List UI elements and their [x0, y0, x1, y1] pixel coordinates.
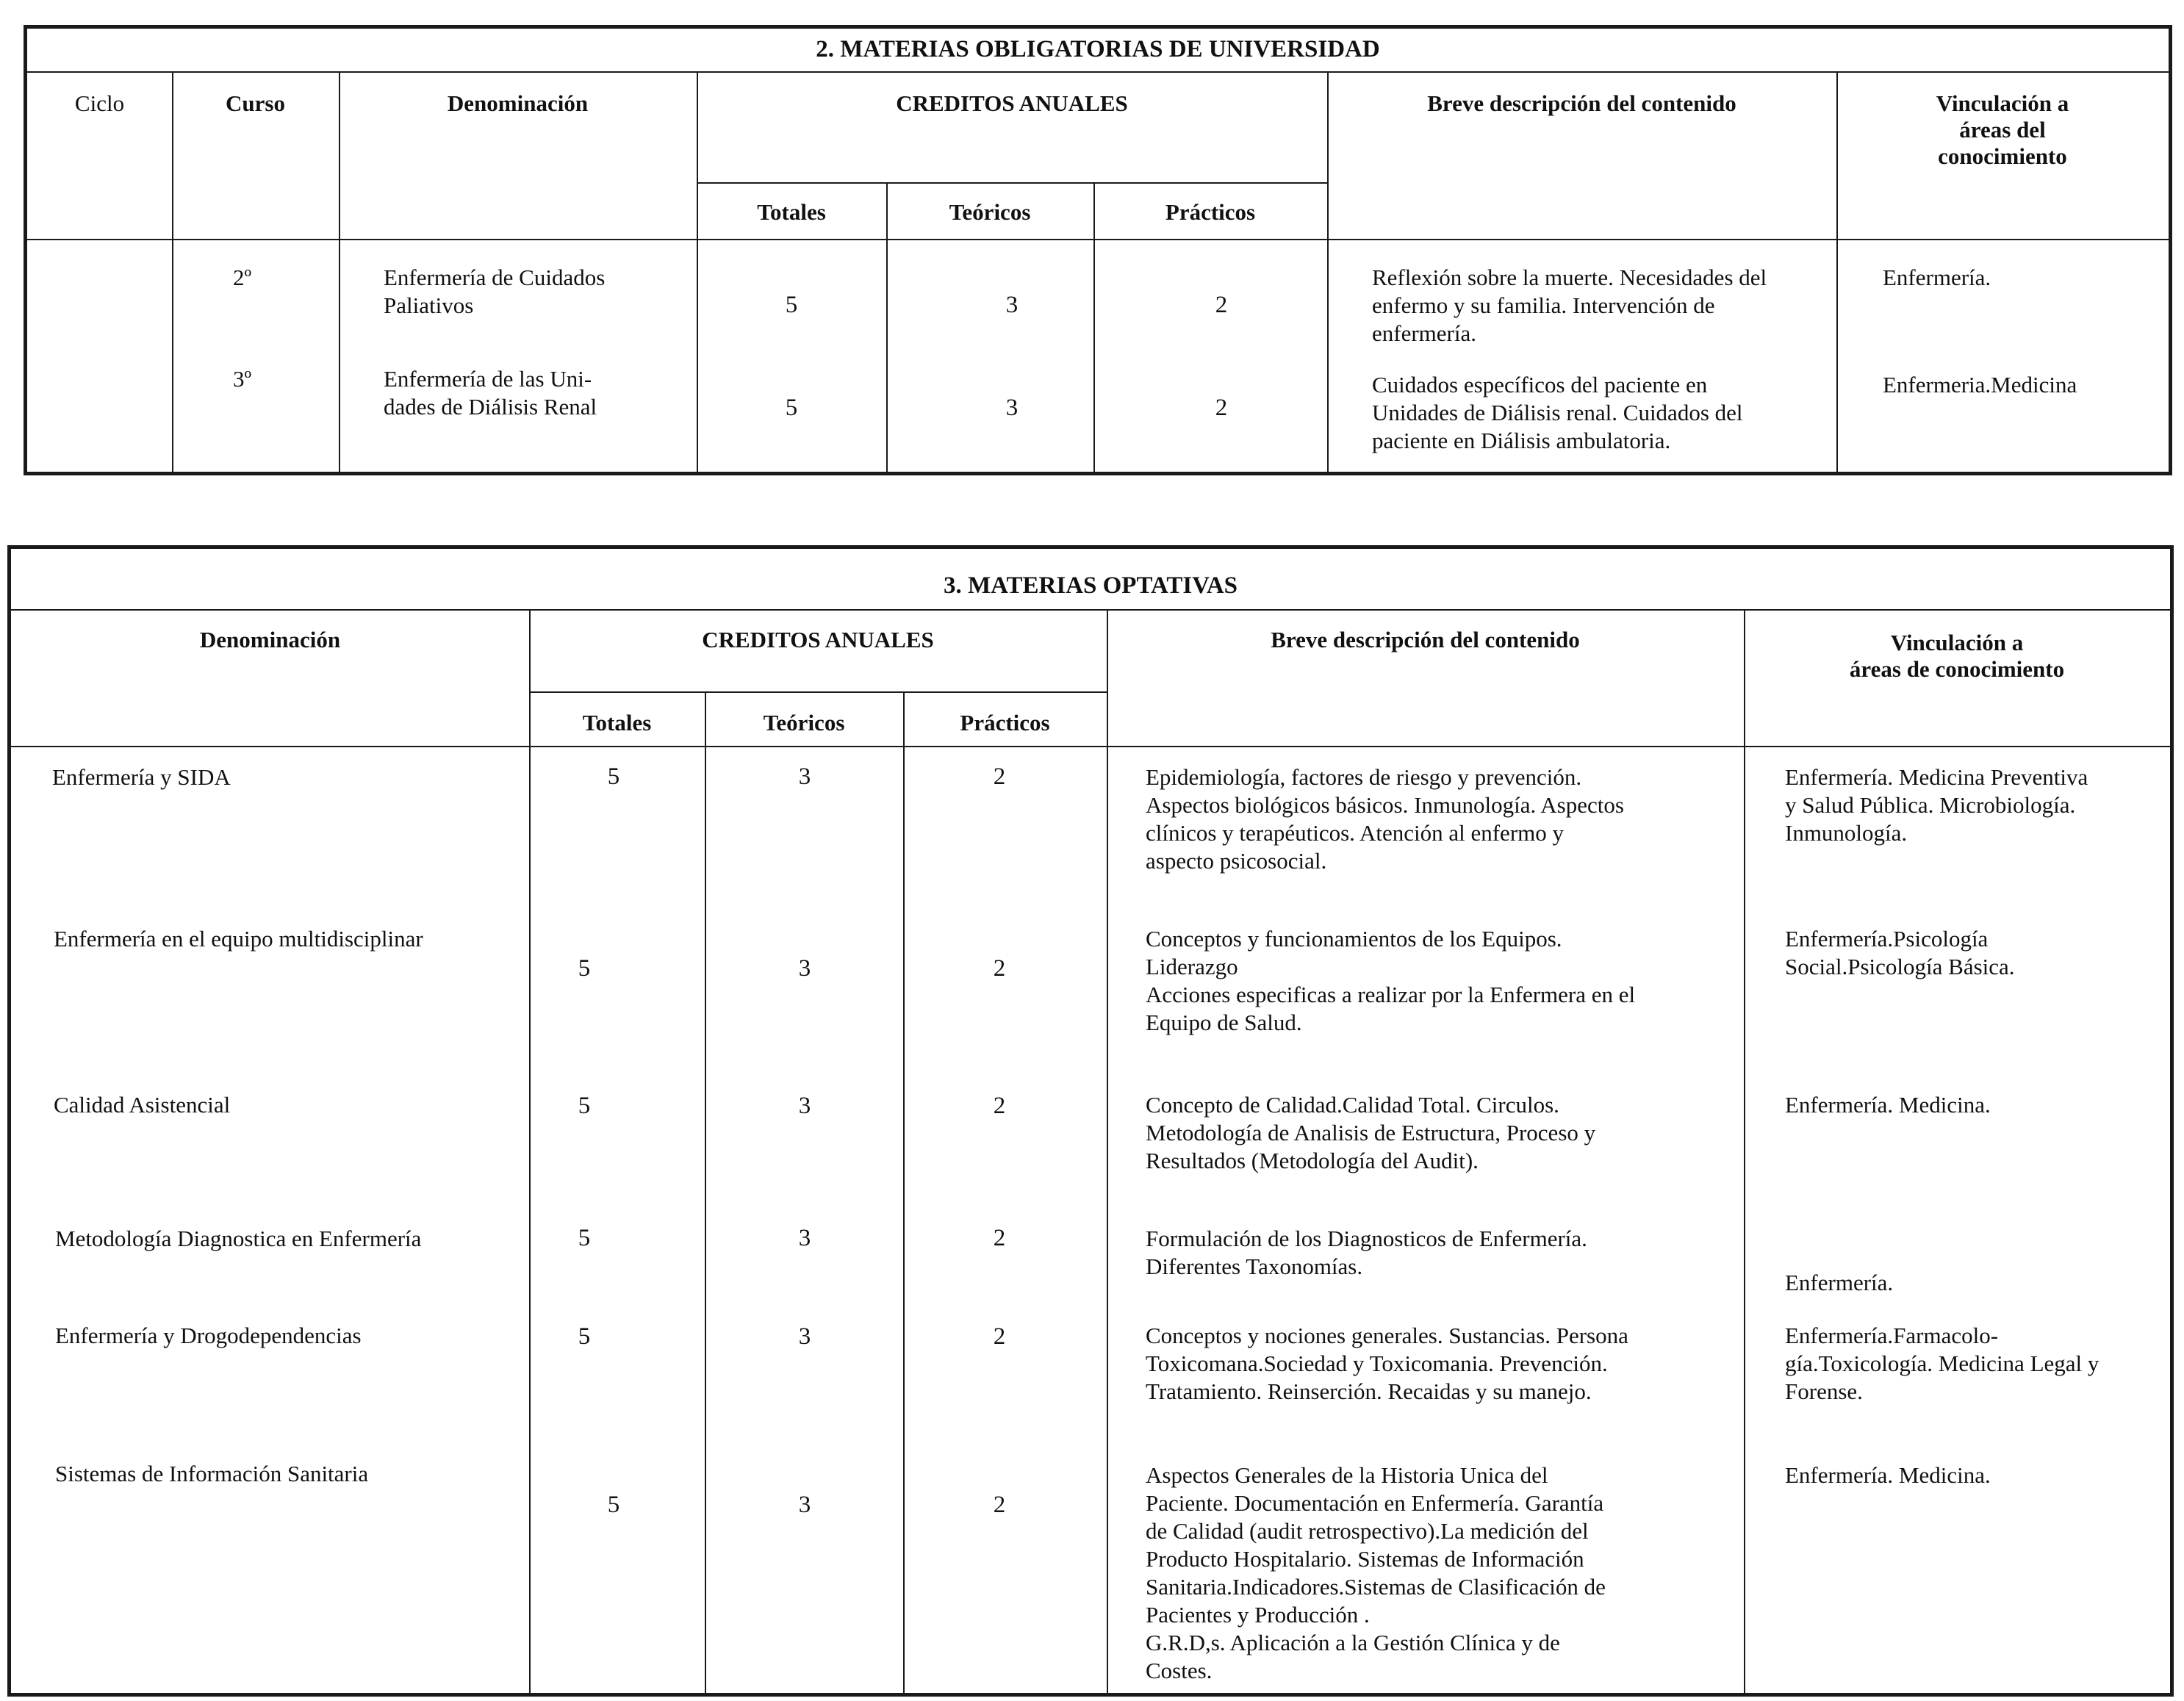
header-denominacion: Denominación [447, 90, 589, 116]
divider [1327, 71, 1329, 475]
row-teoricos: 3 [798, 955, 811, 982]
row-denominacion: Sistemas de Información Sanitaria [55, 1461, 369, 1486]
row-denominacion: Enfermería y SIDA [52, 764, 231, 790]
header-denominacion: Denominación [199, 627, 341, 652]
row-descripcion: Reflexión sobre la muerte. Necesidades del enfermo y su familia. Intervención de enfermería. [1372, 265, 1767, 346]
row-denominacion: Calidad Asistencial [54, 1092, 231, 1118]
row-descripcion: Formulación de los Diagnosticos de Enfermería. Diferentes Taxonomías. [1146, 1226, 1587, 1279]
divider [11, 746, 2170, 747]
table-title: 3. MATERIAS OPTATIVAS [943, 572, 1238, 599]
row-denominacion: Enfermería en el equipo multidisciplinar [54, 926, 423, 952]
row-practicos: 2 [993, 763, 1006, 790]
row-descripcion: Epidemiología, factores de riesgo y prevención. Aspectos biológicos básicos. Inmunología. Aspectos clínicos y terapéuticos. Atención al enfermo y aspecto psicosocial. [1146, 764, 1624, 874]
row-descripcion: Cuidados específicos del paciente en Unidades de Diálisis renal. Cuidados del paciente en Diálisis ambulatoria. [1372, 372, 1743, 453]
header-curso: Curso [226, 90, 285, 116]
divider [1744, 609, 1745, 1693]
row-practicos: 2 [1215, 292, 1228, 318]
header-teoricos: Teóricos [763, 710, 845, 736]
row-teoricos: 3 [798, 1225, 811, 1251]
optional-subjects-table [7, 545, 2174, 1697]
header-practicos: Prácticos [1165, 199, 1256, 225]
row-teoricos: 3 [798, 1492, 811, 1518]
header-totales: Totales [757, 199, 826, 225]
row-teoricos: 3 [798, 763, 811, 790]
row-denominacion: Metodología Diagnostica en Enfermería [55, 1226, 422, 1251]
row-vinculacion: Enfermeria.Medicina [1883, 372, 2077, 398]
divider [1093, 182, 1095, 475]
table-title: 2. MATERIAS OBLIGATORIAS DE UNIVERSIDAD [816, 36, 1380, 62]
row-vinculacion: Enfermería. Medicina Preventiva y Salud Pública. Microbiología. Inmunología. [1785, 764, 2088, 846]
row-totales: 5 [578, 1093, 591, 1119]
row-totales: 5 [785, 292, 798, 318]
header-vinculacion: Vinculación a áreas del conocimiento [1936, 90, 2069, 169]
divider [529, 691, 1107, 693]
row-totales: 5 [578, 1323, 591, 1350]
divider [903, 691, 905, 1693]
row-denominacion: Enfermería y Drogodependencias [55, 1323, 362, 1348]
row-denominacion: Enfermería de las Uni- dades de Diálisis Renal [384, 366, 597, 420]
row-practicos: 2 [993, 1492, 1006, 1518]
row-curso: 2º [233, 265, 252, 290]
row-practicos: 2 [993, 1225, 1006, 1251]
row-totales: 5 [785, 395, 798, 421]
header-descripcion: Breve descripción del contenido [1271, 627, 1580, 652]
row-practicos: 2 [993, 955, 1006, 982]
divider [339, 71, 340, 475]
obligatory-subjects-table [24, 25, 2172, 475]
row-vinculacion: Enfermería.Psicología Social.Psicología Básica. [1785, 926, 2015, 979]
row-vinculacion: Enfermería. [1785, 1270, 1894, 1295]
divider [1107, 609, 1108, 1693]
divider [172, 71, 173, 475]
header-descripcion: Breve descripción del contenido [1427, 90, 1736, 116]
row-practicos: 2 [993, 1093, 1006, 1119]
row-descripcion: Concepto de Calidad.Calidad Total. Circulos. Metodología de Analisis de Estructura, Proceso y Resultados (Metodología del Audit). [1146, 1092, 1596, 1173]
row-teoricos: 3 [798, 1093, 811, 1119]
divider [11, 609, 2170, 611]
row-descripcion: Conceptos y funcionamientos de los Equipos. Liderazgo Acciones especificas a realizar por la Enfermera en el Equipo de Salud. [1146, 926, 1636, 1035]
divider [27, 239, 2169, 240]
row-teoricos: 3 [798, 1323, 811, 1350]
row-denominacion: Enfermería de Cuidados Paliativos [384, 265, 606, 318]
divider [27, 71, 2169, 73]
row-vinculacion: Enfermería.Farmacolo- gía.Toxicología. Medicina Legal y Forense. [1785, 1323, 2099, 1404]
divider [886, 182, 888, 475]
row-practicos: 2 [1215, 395, 1228, 421]
row-teoricos: 3 [1005, 292, 1019, 318]
row-totales: 5 [607, 763, 620, 790]
header-creditos: CREDITOS ANUALES [896, 90, 1128, 116]
row-vinculacion: Enfermería. Medicina. [1785, 1462, 1991, 1488]
row-totales: 5 [578, 1225, 591, 1251]
divider [529, 609, 531, 1693]
row-vinculacion: Enfermería. Medicina. [1785, 1092, 1991, 1118]
row-teoricos: 3 [1005, 395, 1019, 421]
header-practicos: Prácticos [960, 710, 1050, 736]
row-descripcion: Conceptos y nociones generales. Sustancias. Persona Toxicomana.Sociedad y Toxicomania. Prevención. Tratamiento. Reinserción. Recaidas y su manejo. [1146, 1323, 1628, 1404]
header-creditos: CREDITOS ANUALES [702, 627, 934, 652]
header-teoricos: Teóricos [949, 199, 1031, 225]
row-totales: 5 [607, 1492, 620, 1518]
row-practicos: 2 [993, 1323, 1006, 1350]
header-vinculacion: Vinculación a áreas de conocimiento [1849, 630, 2065, 682]
row-totales: 5 [578, 955, 591, 982]
divider [697, 182, 1327, 184]
header-totales: Totales [582, 710, 652, 736]
row-vinculacion: Enfermería. [1883, 265, 1991, 290]
divider [697, 71, 698, 475]
header-ciclo: Ciclo [74, 90, 125, 116]
row-curso: 3º [233, 366, 252, 392]
row-descripcion: Aspectos Generales de la Historia Unica del Paciente. Documentación en Enfermería. Garantía de Calidad (audit retrospectivo).La medición del Producto Hospitalario. Sistemas de Información Sanitaria.Indicadores.Sistemas de Clasificación de Pacientes y Producción . G.R.D,s. Aplicación a la Gestión Clínica y de Costes. [1146, 1462, 1606, 1683]
divider [705, 691, 706, 1693]
